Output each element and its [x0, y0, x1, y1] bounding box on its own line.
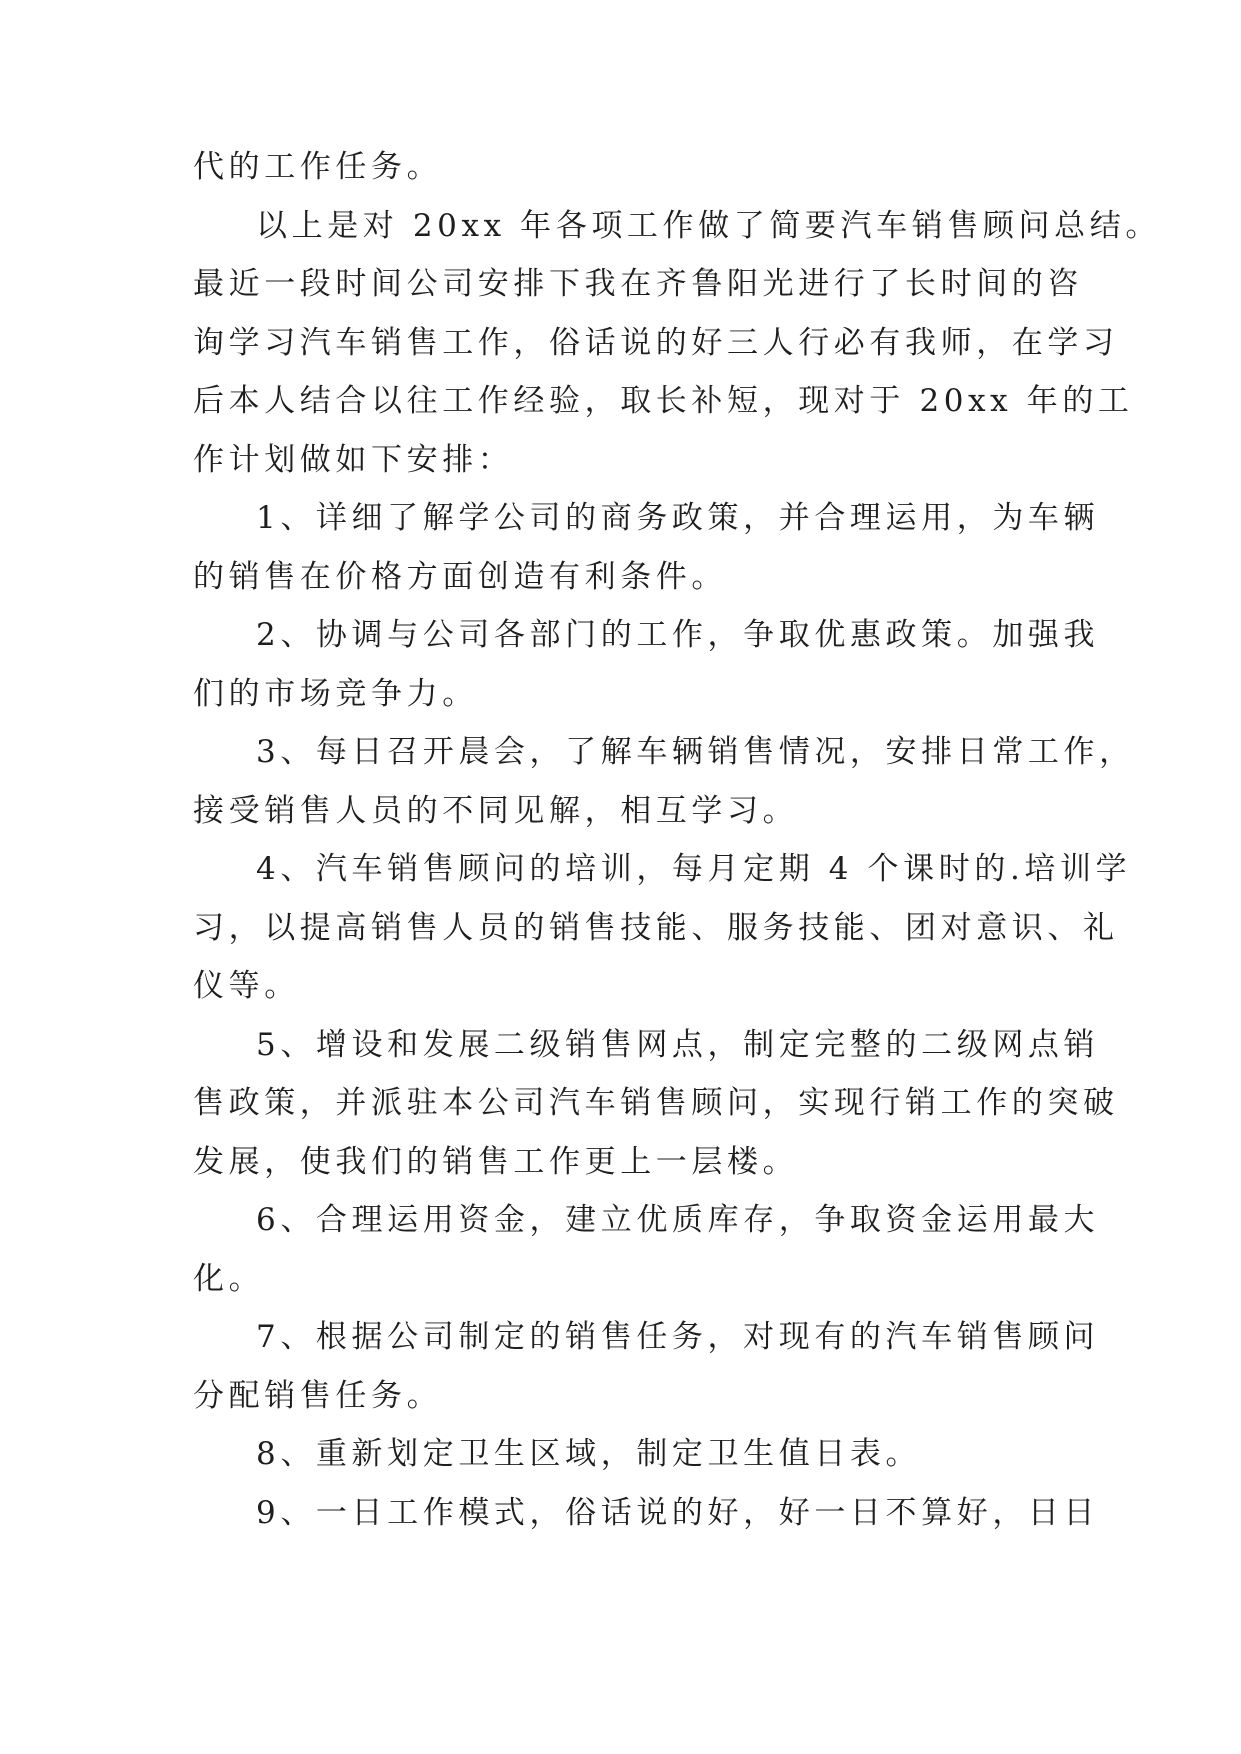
text-line: 化。	[193, 1260, 265, 1297]
text-line: 习，以提高销售人员的销售技能、服务技能、团对意识、礼	[193, 909, 1119, 946]
text-line: 接受销售人员的不同见解，相互学习。	[193, 792, 799, 829]
list-item-2: 2、协调与公司各部门的工作，争取优惠政策。加强我	[256, 617, 1100, 653]
text-line: 的销售在价格方面创造有利条件。	[193, 558, 727, 595]
paragraph-summary-start: 以上是对 20xx 年各项工作做了简要汽车销售顾问总结。	[256, 207, 1161, 244]
text-line: 分配销售任务。	[193, 1377, 443, 1414]
text-line: 作计划做如下安排：	[193, 441, 514, 478]
text-line: 后本人结合以往工作经验，取长补短，现对于 20xx 年的工	[193, 383, 1134, 419]
text-line: 询学习汽车销售工作，俗话说的好三人行必有我师，在学习	[193, 324, 1119, 361]
text-line: 发展，使我们的销售工作更上一层楼。	[193, 1143, 799, 1180]
list-item-1: 1、详细了解学公司的商务政策，并合理运用，为车辆	[256, 500, 1100, 536]
text-line: 代的工作任务。	[193, 149, 443, 185]
text-line: 最近一段时间公司安排下我在齐鲁阳光进行了长时间的咨	[193, 266, 1083, 302]
list-item-3: 3、每日召开晨会，了解车辆销售情况，安排日常工作，	[256, 734, 1135, 770]
list-item-9: 9、一日工作模式，俗话说的好，好一日不算好，日日	[256, 1494, 1100, 1531]
text-line: 们的市场竞争力。	[193, 675, 478, 712]
list-item-7: 7、根据公司制定的销售任务，对现有的汽车销售顾问	[256, 1319, 1100, 1355]
document-page	[193, 138, 1161, 1542]
list-item-8: 8、重新划定卫生区域，制定卫生值日表。	[256, 1436, 922, 1472]
list-item-6: 6、合理运用资金，建立优质库存，争取资金运用最大	[256, 1202, 1100, 1238]
list-item-5: 5、增设和发展二级销售网点，制定完整的二级网点销	[256, 1026, 1100, 1063]
list-item-4: 4、汽车销售顾问的培训，每月定期 4 个课时的.培训学	[256, 851, 1132, 887]
text-line: 售政策，并派驻本公司汽车销售顾问，实现行销工作的突破	[193, 1085, 1119, 1121]
text-line: 仪等。	[193, 968, 300, 1004]
